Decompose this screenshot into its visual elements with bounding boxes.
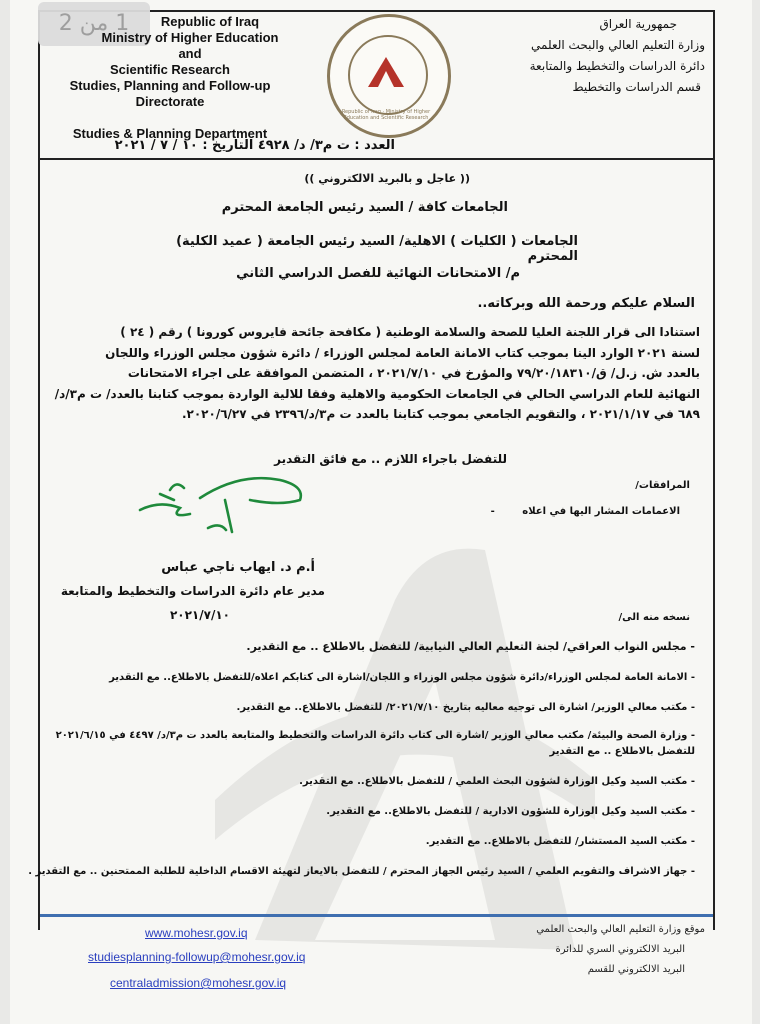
seal-text: Republic of Iraq · Ministry of Higher Education and Scientific Research — [341, 109, 431, 121]
bullet-dash: - — [687, 702, 695, 713]
header-en-line6: Studies & Planning Department — [72, 126, 268, 141]
copy-item-text: جهاز الاشراف والتقويم العلمي / السيد رئيس الجهاز المحترم / للتفضل بالايعاز لتهيئة الاقسام الداخلية للطلبة الممتحنين .. مع التقدير . — [28, 866, 688, 877]
page-border-right — [713, 10, 715, 930]
copy-item — [300, 836, 695, 847]
copy-item — [160, 640, 695, 653]
attachments-label: المرافقات/ — [635, 480, 690, 491]
copy-item-text: مكتب معالي الوزير/ اشارة الى توجيه معاليه بتاريخ ٢٠٢١/٧/١٠/ للتفضل بالاطلاع.. مع التقدير. — [236, 702, 688, 713]
copy-item — [28, 866, 695, 877]
bullet-dash: - — [687, 836, 695, 847]
header-ar-line1: جمهورية العراق — [599, 17, 677, 31]
copy-item — [160, 702, 695, 713]
handwritten-signature — [130, 470, 320, 542]
paragraph-line: لسنة ٢٠٢١ الوارد الينا بموجب كتاب الامانة العامة لمجلس الوزراء / دائرة شؤون مجلس الوزراء واللجان — [105, 345, 700, 360]
ministry-seal — [327, 14, 451, 138]
header-english — [55, 14, 285, 142]
recipient-line-1: الجامعات كافة / السيد رئيس الجامعة المحترم — [221, 200, 508, 215]
section-email-text[interactable]: centraladmission@mohesr.gov.iq — [110, 976, 287, 990]
copy-item-text: مكتب السيد وكيل الوزارة لشؤون البحث العلمي / للتفضل بالاطلاع.. مع التقدير. — [299, 776, 688, 787]
bullet-dash: - — [490, 506, 495, 517]
attachments-item-text: الاعمامات المشار اليها في اعلاه — [522, 506, 680, 517]
header-en-line1: Republic of Iraq — [160, 14, 260, 29]
paragraph-line: استنادا الى قرار اللجنة العليا للصحة والسلامة الوطنية ( مكافحة جائحة فايروس كورونا ) رقم ( ٢٤ ) — [120, 325, 700, 339]
header-arabic — [470, 14, 705, 98]
seal-emblem-icon — [364, 51, 408, 91]
page-border-left — [38, 10, 40, 930]
header-en-line4: Studies, Planning and Follow-up — [69, 78, 271, 93]
copy-item — [200, 776, 695, 787]
website-link[interactable] — [145, 922, 248, 941]
signer-title: مدير عام دائرة الدراسات والتخطيط والمتابعة — [60, 584, 325, 598]
recipient-line-2: الجامعات ( الكليات ) الاهلية/ السيد رئيس الجامعة ( عميد الكلية) المحترم — [176, 234, 578, 264]
section-email-link[interactable] — [110, 972, 286, 991]
page-number-badge: 1 من 2 — [38, 2, 150, 46]
bullet-dash: - — [687, 730, 695, 741]
signer-date: ٢٠٢١/٧/١٠ — [169, 608, 230, 622]
greeting: السلام عليكم ورحمة الله وبركاته.. — [477, 296, 695, 311]
header-en-line2: Ministry of Higher Education and — [101, 30, 279, 61]
attachments-item — [460, 506, 680, 517]
footer-rule — [40, 914, 713, 917]
department-email-link[interactable] — [88, 946, 305, 965]
paragraph-line: النهائية للعام الدراسي الحالي في الجامعات الحكومية والاهلية وفقا للالية الواردة بموجب كتابنا بالعدد/ ت م٣/د/ — [54, 386, 700, 401]
copy-item — [100, 672, 695, 683]
website-link-text[interactable]: www.mohesr.gov.iq — [145, 926, 248, 940]
signer-name: أ.م د. ايهاب ناجي عباس — [161, 560, 315, 575]
copies-label: نسخه منه الى/ — [618, 612, 690, 623]
copy-item-text: الامانة العامة لمجلس الوزراء/دائرة شؤون مجلس الوزراء و اللجان/اشارة الى كتابكم اعلاه/للتفضل بالاطلاع.. مع التقدير — [109, 672, 688, 683]
main-paragraph — [55, 322, 700, 425]
ministry-watermark-logo — [195, 480, 615, 960]
copy-item-text: مجلس النواب العراقي/ لجنة التعليم العالي النيابية/ للتفضل بالاطلاع .. مع التقدير. — [246, 640, 687, 653]
header-ar-line3: دائرة الدراسات والتخطيط والمتابعة — [529, 59, 705, 73]
bullet-dash: - — [686, 640, 695, 653]
bullet-dash: - — [687, 672, 695, 683]
footer-email2-label: البريد الالكتروني للقسم — [587, 964, 685, 975]
header-ar-line4: قسم الدراسات والتخطيط — [572, 80, 701, 94]
header-en-line5: Directorate — [135, 94, 205, 109]
footer-website-label: موقع وزارة التعليم العالي والبحث العلمي — [536, 924, 705, 935]
bullet-dash: - — [687, 866, 695, 877]
header-ar-line2: وزارة التعليم العالي والبحث العلمي — [531, 38, 705, 52]
header-en-line3: Scientific Research — [110, 62, 230, 77]
reference-number-date: العدد : ت م٣/ د/ ٤٩٢٨ التاريخ : ١٠ / ٧ / ٢٠٢١ — [114, 138, 395, 153]
urgent-note: (( عاجل و بالبريد الالكتروني )) — [304, 172, 470, 185]
header-rule — [40, 158, 715, 160]
copy-item-text: مكتب السيد المستشار/ للتفضل بالاطلاع.. مع التقدير. — [425, 836, 688, 847]
subject-line: م/ الامتحانات النهائية للفصل الدراسي الثاني — [236, 266, 520, 281]
copy-item — [55, 728, 695, 760]
copy-item — [200, 806, 695, 817]
paragraph-line: بالعدد ش. ز.ل/ ق/٧٩/٢٠/١٨٣١٠ والمؤرخ في ٢٠٢١/٧/١٠ ، المتضمن الموافقة على اجراء الامتحانات — [127, 366, 700, 380]
copy-item-text: وزارة الصحة والبيئة/ مكتب معالي الوزير /اشارة الى كتاب دائرة الدراسات والتخطيط والمتابعة بالعدد ت م٣/د/ ٤٤٩٧ في ٢٠٢١/٦/١٥ — [55, 730, 688, 741]
copy-item-text: مكتب السيد وكيل الوزارة للشؤون الادارية / للتفضل بالاطلاع.. مع التقدير. — [326, 806, 688, 817]
paragraph-line: ٦٨٩ في ٢٠٢١/١/١٧ ، والتقويم الجامعي بموجب كتابنا بالعدد ت م٣/د/٢٣٩٦ في ٢٠٢٠/٦/٢٧. — [181, 407, 700, 421]
footer-email1-label: البريد الالكتروني السري للدائرة — [555, 944, 685, 955]
bullet-dash: - — [687, 806, 695, 817]
copy-item-continuation: للتفضل بالاطلاع .. مع التقدير — [549, 746, 695, 757]
bullet-dash: - — [687, 776, 695, 787]
closing-line: للتفضل باجراء اللازم .. مع فائق التقدير — [274, 452, 507, 466]
department-email-text[interactable]: studiesplanning-followup@mohesr.gov.iq — [88, 950, 306, 964]
